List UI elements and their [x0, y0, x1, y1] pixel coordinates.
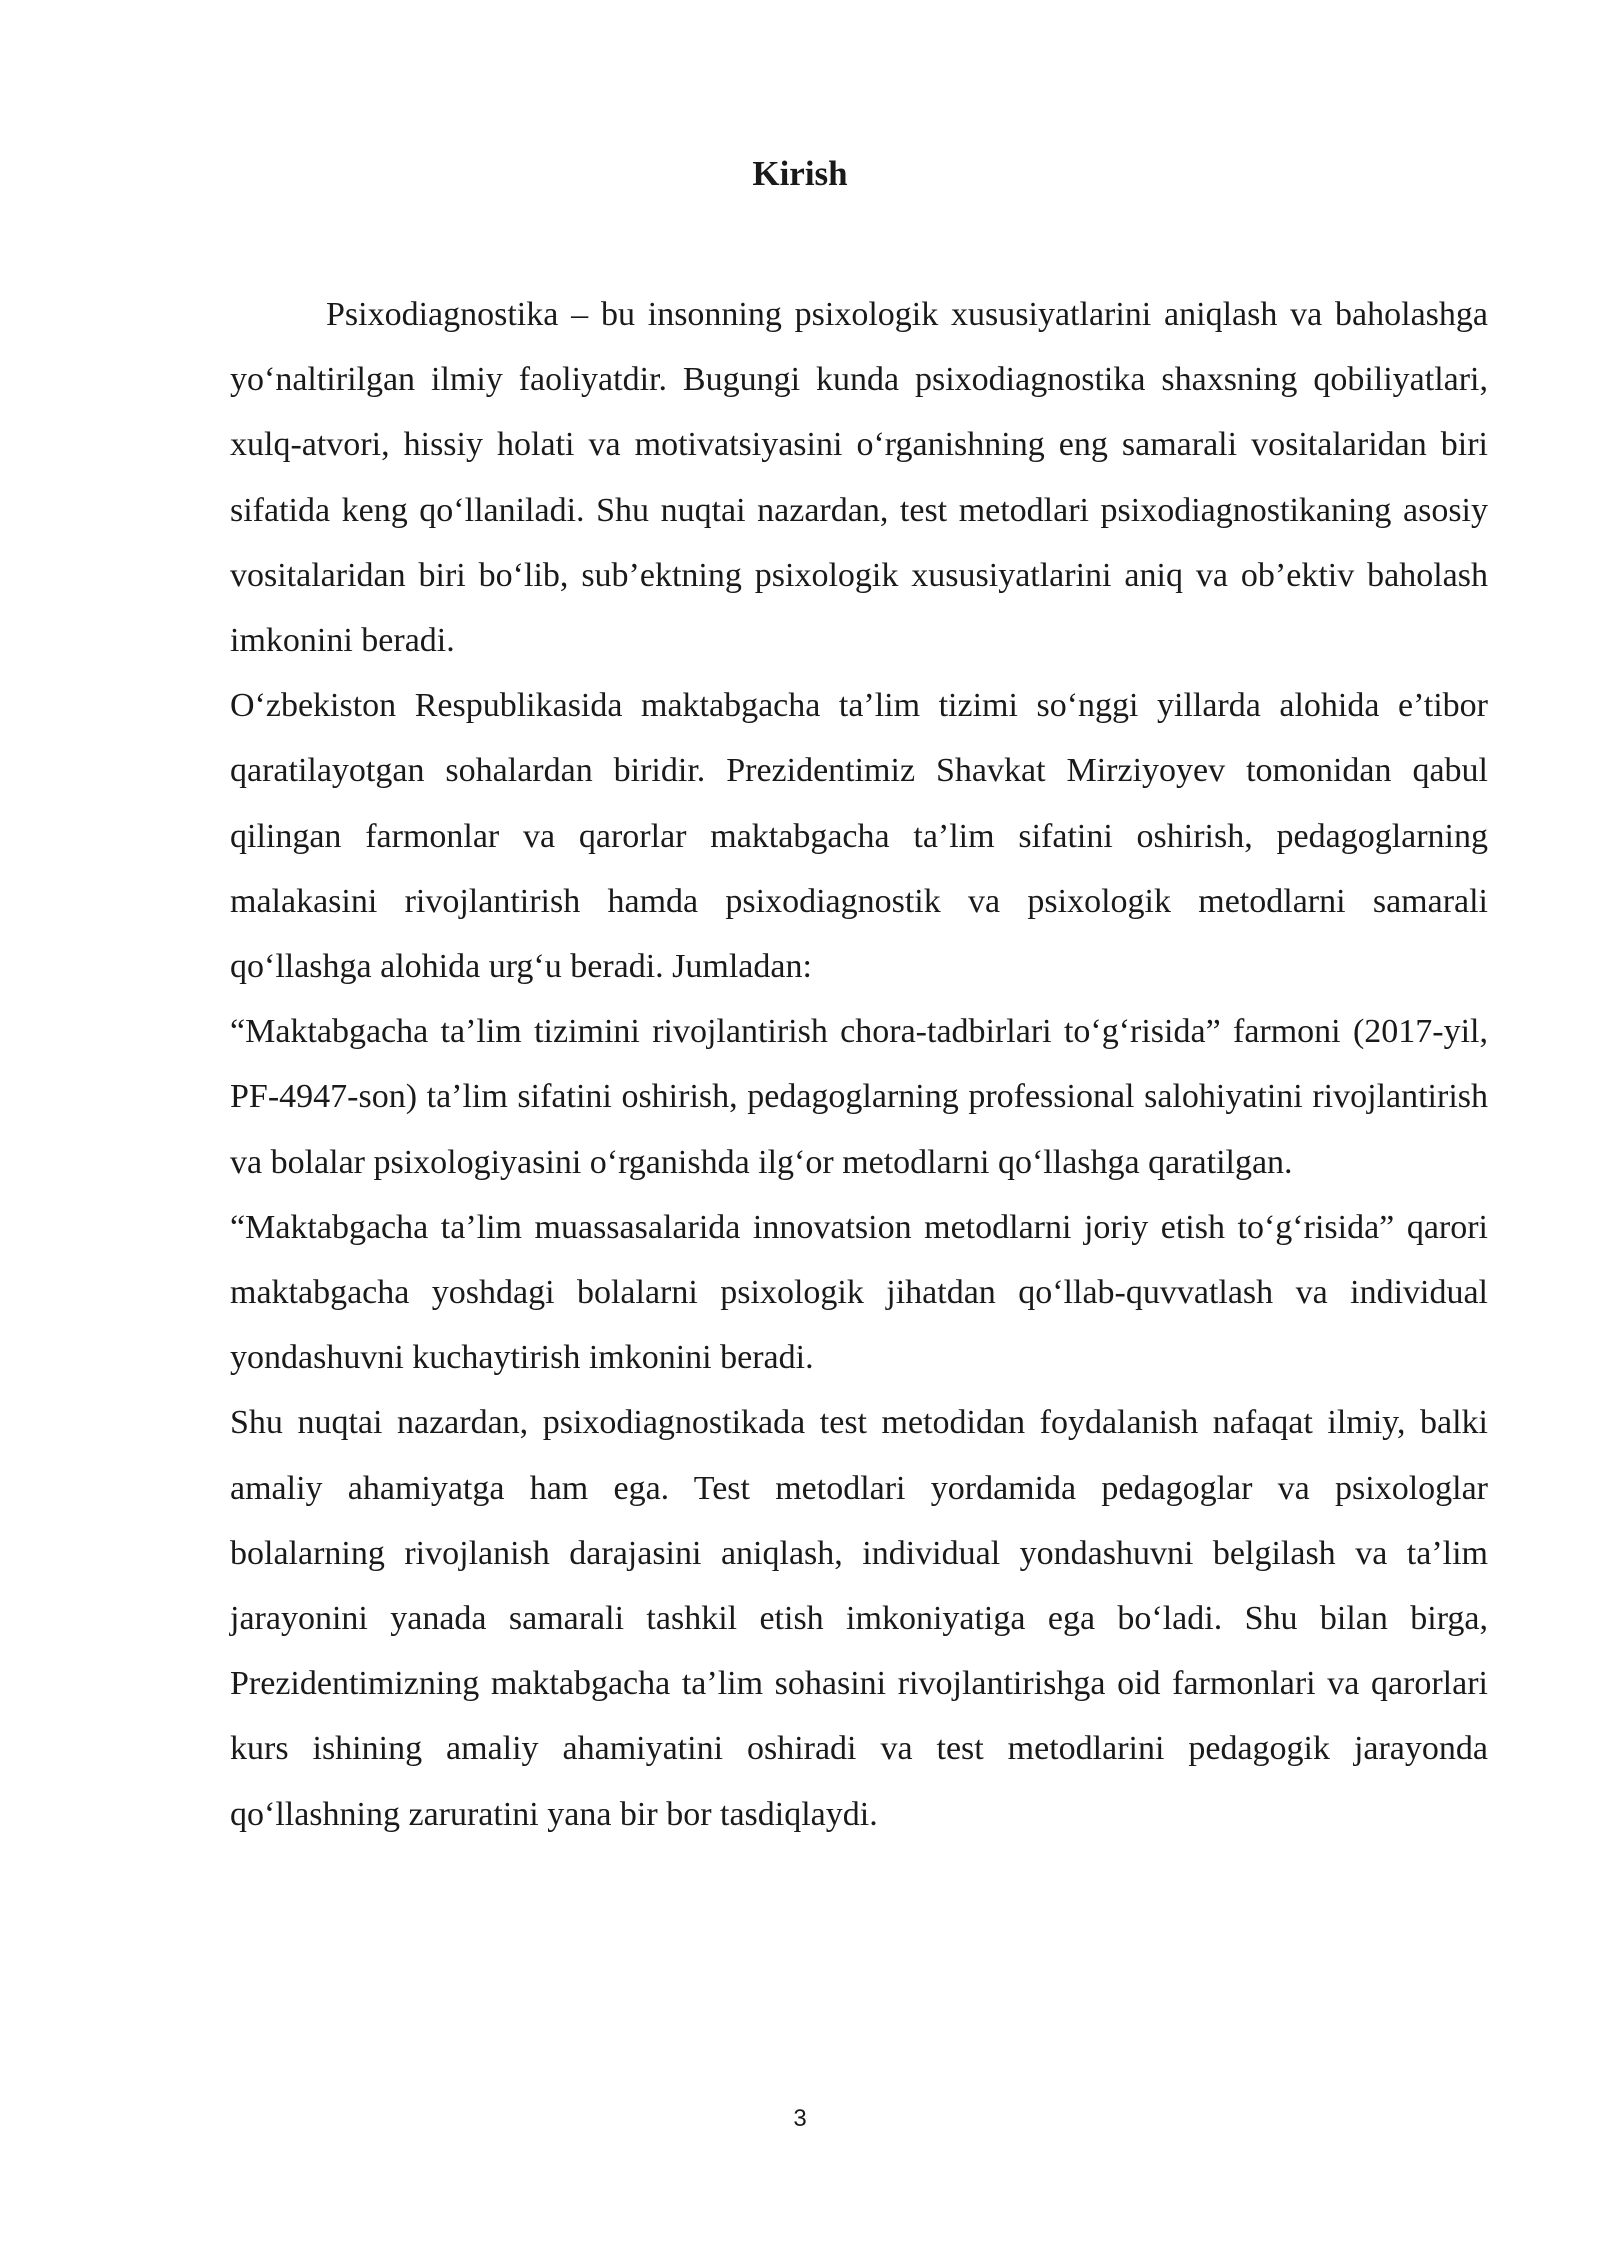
page-number: 3: [793, 2105, 807, 2132]
paragraph-resolution: “Maktabgacha ta’lim muassasalarida innovatsion metodlarni joriy etish to‘g‘risida” qarori maktabgacha yoshdagi bolalarni psixologik jihatdan qo‘llab-quvvatlash va individual yondashuvni kuchaytirish imkonini beradi.: [230, 1208, 1488, 1377]
paragraph-conclusion: Shu nuqtai nazardan, psixodiagnostikada test metodidan foydalanish nafaqat ilmiy, balki amaliy ahamiyatga ham ega. Test metodlari yordamida pedagoglar va psixologlar bolalarning rivojlanish darajasini aniqlash, individual yondashuvni belgilash va ta’lim jarayonini yanada samarali tashkil etish imkoniyatiga ega bo‘ladi. Shu bilan birga, Prezidentimizning maktabgacha ta’lim sohasini rivojlantirishga oid farmonlari va qarorlari kurs ishining amaliy ahamiyatini oshiradi va test metodlarini pedagogik jarayonda qo‘llashning zaruratini yana bir bor tasdiqlaydi.: [230, 1404, 1488, 1833]
document-body: [230, 282, 1488, 1847]
paragraph-intro: Psixodiagnostika – bu insonning psixologik xususiyatlarini aniqlash va baholashga yo‘naltirilgan ilmiy faoliyatdir. Bugungi kunda psixodiagnostika shaxsning qobiliyatlari, xulq-atvori, hissiy holati va motivatsiyasini o‘rganishning eng samarali vositalaridan biri sifatida keng qo‘llaniladi. Shu nuqtai nazardan, test metodlari psixodiagnostikaning asosiy vositalaridan biri bo‘lib, sub’ektning psixologik xususiyatlarini aniq va ob’ektiv baholash imkonini beradi.: [230, 296, 1488, 660]
paragraph-education-system: O‘zbekiston Respublikasida maktabgacha ta’lim tizimi so‘nggi yillarda alohida e’tibor qaratilayotgan sohalardan biridir. Prezidentimiz Shavkat Mirziyoyev tomonidan qabul qilingan farmonlar va qarorlar maktabgacha ta’lim sifatini oshirish, pedagoglarning malakasini rivojlantirish hamda psixodiagnostik va psixologik metodlarni samarali qo‘llashga alohida urg‘u beradi. Jumladan:: [230, 687, 1488, 986]
paragraph-decree: “Maktabgacha ta’lim tizimini rivojlantirish chora-tadbirlari to‘g‘risida” farmoni (2017-yil, PF-4947-son) ta’lim sifatini oshirish, pedagoglarning professional salohiyatini rivojlantirish va bolalar psixologiyasini o‘rganishda ilg‘or metodlarni qo‘llashga qaratilgan.: [230, 1013, 1488, 1181]
page-title: Kirish: [752, 154, 848, 193]
